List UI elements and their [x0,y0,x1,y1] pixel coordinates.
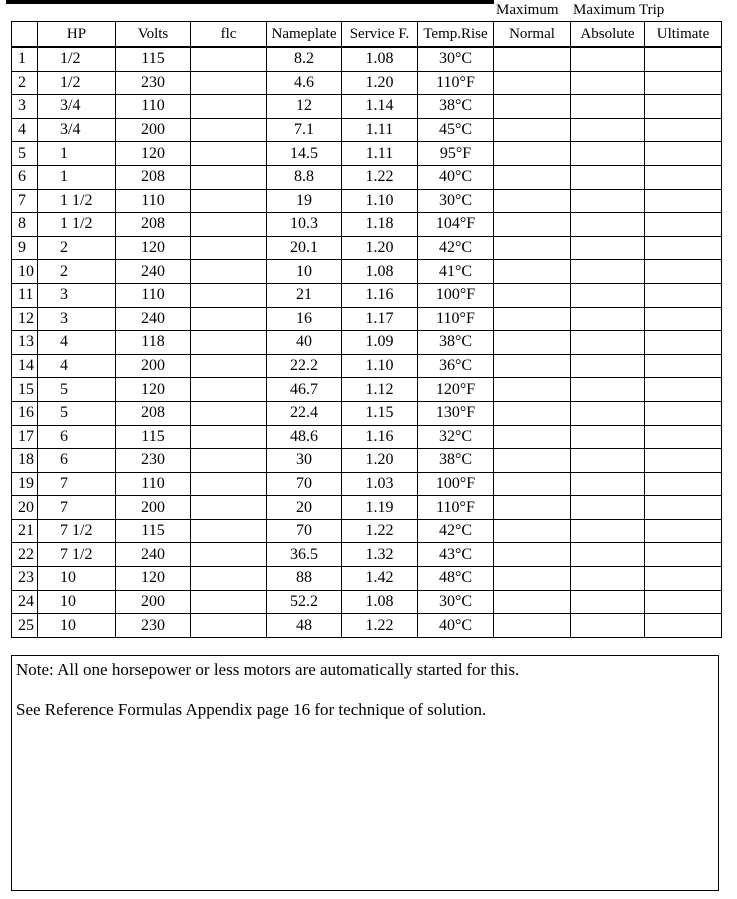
cell-volts: 110 [116,472,191,496]
cell-index: 23 [12,567,38,591]
cell-normal[interactable] [494,118,571,142]
cell-hp: 3/4 [38,95,116,119]
cell-hp: 1/2 [38,71,116,95]
cell-volts: 118 [116,331,191,355]
cell-hp: 10 [38,614,116,638]
cell-temp-rise: 40°C [418,165,494,189]
col-header-flc: flc [191,22,267,48]
table-row [12,307,722,331]
cell-temp-rise: 38°C [418,95,494,119]
cell-index: 24 [12,590,38,614]
table-row [12,165,722,189]
cell-volts: 240 [116,307,191,331]
cell-index: 13 [12,331,38,355]
table-row [12,354,722,378]
cell-nameplate: 21 [267,283,342,307]
cell-normal[interactable] [494,519,571,543]
cell-ultimate[interactable] [645,142,722,166]
cell-normal[interactable] [494,378,571,402]
cell-temp-rise: 30°C [418,47,494,71]
cell-absolute[interactable] [571,496,645,520]
cell-ultimate[interactable] [645,331,722,355]
cell-absolute[interactable] [571,71,645,95]
cell-nameplate: 70 [267,519,342,543]
note-line-1: Note: All one horsepower or less motors are automatically started for this. [16,660,520,679]
cell-flc[interactable] [191,307,267,331]
cell-service-factor: 1.14 [342,95,418,119]
cell-hp: 4 [38,331,116,355]
cell-ultimate[interactable] [645,378,722,402]
cell-service-factor: 1.08 [342,260,418,284]
cell-absolute[interactable] [571,236,645,260]
cell-index: 2 [12,71,38,95]
cell-ultimate[interactable] [645,614,722,638]
motor-data-table [11,21,722,638]
cell-index: 6 [12,165,38,189]
cell-index: 3 [12,95,38,119]
cell-normal[interactable] [494,472,571,496]
cell-absolute[interactable] [571,472,645,496]
cell-normal[interactable] [494,236,571,260]
cell-temp-rise: 38°C [418,449,494,473]
cell-temp-rise: 110°F [418,71,494,95]
cell-flc[interactable] [191,142,267,166]
table-row [12,449,722,473]
cell-nameplate: 30 [267,449,342,473]
cell-absolute[interactable] [571,142,645,166]
cell-nameplate: 8.8 [267,165,342,189]
cell-temp-rise: 104°F [418,213,494,237]
cell-nameplate: 48 [267,614,342,638]
cell-index: 5 [12,142,38,166]
cell-service-factor: 1.22 [342,519,418,543]
cell-flc[interactable] [191,614,267,638]
cell-normal[interactable] [494,614,571,638]
cell-normal[interactable] [494,496,571,520]
cell-index: 11 [12,283,38,307]
cell-flc[interactable] [191,354,267,378]
cell-hp: 3/4 [38,118,116,142]
cell-flc[interactable] [191,189,267,213]
cell-normal[interactable] [494,142,571,166]
cell-temp-rise: 41°C [418,260,494,284]
cell-normal[interactable] [494,165,571,189]
cell-normal[interactable] [494,47,571,71]
cell-ultimate[interactable] [645,47,722,71]
table-header-row [12,22,722,48]
col-header-normal: Normal [494,22,571,48]
cell-index: 16 [12,401,38,425]
cell-absolute[interactable] [571,425,645,449]
col-header-index [12,22,38,48]
cell-flc[interactable] [191,260,267,284]
cell-service-factor: 1.10 [342,354,418,378]
cell-hp: 2 [38,260,116,284]
cell-service-factor: 1.09 [342,331,418,355]
cell-volts: 208 [116,213,191,237]
table-row [12,378,722,402]
cell-nameplate: 46.7 [267,378,342,402]
cell-volts: 200 [116,118,191,142]
cell-flc[interactable] [191,590,267,614]
cell-ultimate[interactable] [645,472,722,496]
cell-absolute[interactable] [571,590,645,614]
cell-volts: 240 [116,543,191,567]
header-maximum-trip-label: Maximum Trip [573,2,665,18]
cell-hp: 6 [38,425,116,449]
cell-absolute[interactable] [571,567,645,591]
cell-hp: 4 [38,354,116,378]
cell-volts: 115 [116,519,191,543]
table-row [12,95,722,119]
cell-normal[interactable] [494,260,571,284]
cell-ultimate[interactable] [645,543,722,567]
cell-index: 9 [12,236,38,260]
cell-absolute[interactable] [571,260,645,284]
table-row [12,283,722,307]
cell-normal[interactable] [494,543,571,567]
cell-volts: 230 [116,71,191,95]
cell-index: 12 [12,307,38,331]
cell-absolute[interactable] [571,354,645,378]
cell-nameplate: 14.5 [267,142,342,166]
table-row [12,189,722,213]
cell-hp: 1 1/2 [38,213,116,237]
cell-service-factor: 1.32 [342,543,418,567]
cell-service-factor: 1.22 [342,165,418,189]
cell-nameplate: 8.2 [267,47,342,71]
cell-normal[interactable] [494,189,571,213]
cell-hp: 10 [38,567,116,591]
cell-nameplate: 20 [267,496,342,520]
cell-normal[interactable] [494,213,571,237]
cell-normal[interactable] [494,449,571,473]
table-row [12,567,722,591]
table-row [12,331,722,355]
cell-normal[interactable] [494,354,571,378]
cell-index: 22 [12,543,38,567]
cell-service-factor: 1.03 [342,472,418,496]
col-header-nameplate: Nameplate [267,22,342,48]
cell-flc[interactable] [191,165,267,189]
cell-ultimate[interactable] [645,590,722,614]
cell-ultimate[interactable] [645,189,722,213]
cell-absolute[interactable] [571,213,645,237]
table-row [12,519,722,543]
table-row [12,425,722,449]
note-line-2: See Reference Formulas Appendix page 16 for technique of solution. [16,700,487,719]
cell-ultimate[interactable] [645,118,722,142]
cell-volts: 110 [116,283,191,307]
cell-flc[interactable] [191,95,267,119]
cell-temp-rise: 130°F [418,401,494,425]
cell-temp-rise: 42°C [418,236,494,260]
cell-ultimate[interactable] [645,307,722,331]
cell-temp-rise: 95°F [418,142,494,166]
cell-ultimate[interactable] [645,425,722,449]
cell-temp-rise: 120°F [418,378,494,402]
cell-nameplate: 10.3 [267,213,342,237]
col-header-hp: HP [38,22,116,48]
cell-hp: 7 1/2 [38,543,116,567]
cell-temp-rise: 40°C [418,614,494,638]
cell-service-factor: 1.19 [342,496,418,520]
cell-service-factor: 1.18 [342,213,418,237]
cell-nameplate: 20.1 [267,236,342,260]
cell-flc[interactable] [191,71,267,95]
table-row [12,118,722,142]
cell-hp: 1 [38,165,116,189]
cell-temp-rise: 110°F [418,496,494,520]
cell-absolute[interactable] [571,283,645,307]
cell-normal[interactable] [494,425,571,449]
cell-service-factor: 1.11 [342,118,418,142]
cell-normal[interactable] [494,307,571,331]
cell-volts: 230 [116,449,191,473]
cell-absolute[interactable] [571,307,645,331]
cell-absolute[interactable] [571,118,645,142]
cell-absolute[interactable] [571,189,645,213]
cell-absolute[interactable] [571,449,645,473]
table-row [12,401,722,425]
cell-temp-rise: 42°C [418,519,494,543]
cell-absolute[interactable] [571,378,645,402]
cell-normal[interactable] [494,567,571,591]
cell-volts: 110 [116,95,191,119]
cell-nameplate: 52.2 [267,590,342,614]
cell-temp-rise: 30°C [418,189,494,213]
table-row [12,472,722,496]
cell-flc[interactable] [191,47,267,71]
table-row [12,47,722,71]
cell-volts: 120 [116,142,191,166]
cell-volts: 120 [116,567,191,591]
cell-service-factor: 1.17 [342,307,418,331]
cell-index: 25 [12,614,38,638]
cell-hp: 6 [38,449,116,473]
top-rule [6,0,494,4]
cell-nameplate: 22.4 [267,401,342,425]
cell-hp: 5 [38,401,116,425]
table-row [12,213,722,237]
cell-normal[interactable] [494,71,571,95]
cell-flc[interactable] [191,425,267,449]
cell-volts: 115 [116,47,191,71]
cell-temp-rise: 100°F [418,283,494,307]
cell-normal[interactable] [494,401,571,425]
cell-flc[interactable] [191,519,267,543]
cell-nameplate: 22.2 [267,354,342,378]
cell-temp-rise: 110°F [418,307,494,331]
cell-hp: 2 [38,236,116,260]
cell-absolute[interactable] [571,47,645,71]
cell-flc[interactable] [191,496,267,520]
cell-volts: 120 [116,378,191,402]
cell-volts: 240 [116,260,191,284]
cell-ultimate[interactable] [645,519,722,543]
cell-nameplate: 10 [267,260,342,284]
cell-ultimate[interactable] [645,213,722,237]
cell-nameplate: 16 [267,307,342,331]
cell-volts: 200 [116,354,191,378]
cell-absolute[interactable] [571,331,645,355]
cell-service-factor: 1.20 [342,236,418,260]
table-row [12,142,722,166]
cell-ultimate[interactable] [645,354,722,378]
cell-hp: 1 1/2 [38,189,116,213]
cell-absolute[interactable] [571,614,645,638]
cell-flc[interactable] [191,378,267,402]
cell-index: 7 [12,189,38,213]
cell-temp-rise: 30°C [418,590,494,614]
cell-nameplate: 4.6 [267,71,342,95]
cell-service-factor: 1.16 [342,283,418,307]
cell-index: 8 [12,213,38,237]
table-row [12,543,722,567]
cell-temp-rise: 45°C [418,118,494,142]
cell-hp: 3 [38,283,116,307]
cell-nameplate: 88 [267,567,342,591]
cell-service-factor: 1.22 [342,614,418,638]
cell-nameplate: 48.6 [267,425,342,449]
cell-hp: 7 [38,472,116,496]
cell-volts: 200 [116,590,191,614]
cell-ultimate[interactable] [645,236,722,260]
cell-index: 10 [12,260,38,284]
col-header-ultimate: Ultimate [645,22,722,48]
notes-box [11,655,719,891]
cell-nameplate: 12 [267,95,342,119]
cell-service-factor: 1.08 [342,590,418,614]
cell-nameplate: 19 [267,189,342,213]
cell-ultimate[interactable] [645,567,722,591]
cell-hp: 3 [38,307,116,331]
col-header-service-factor: Service F. [342,22,418,48]
col-header-volts: Volts [116,22,191,48]
cell-flc[interactable] [191,543,267,567]
cell-index: 15 [12,378,38,402]
cell-flc[interactable] [191,567,267,591]
table-row [12,236,722,260]
cell-hp: 7 [38,496,116,520]
cell-flc[interactable] [191,283,267,307]
cell-volts: 200 [116,496,191,520]
cell-service-factor: 1.08 [342,47,418,71]
cell-index: 21 [12,519,38,543]
cell-flc[interactable] [191,401,267,425]
cell-service-factor: 1.12 [342,378,418,402]
cell-ultimate[interactable] [645,260,722,284]
cell-index: 20 [12,496,38,520]
cell-service-factor: 1.15 [342,401,418,425]
cell-volts: 230 [116,614,191,638]
cell-hp: 7 1/2 [38,519,116,543]
cell-volts: 120 [116,236,191,260]
cell-hp: 10 [38,590,116,614]
cell-service-factor: 1.11 [342,142,418,166]
cell-index: 4 [12,118,38,142]
cell-nameplate: 40 [267,331,342,355]
header-maximum-label: Maximum [496,2,559,18]
cell-normal[interactable] [494,283,571,307]
col-header-absolute: Absolute [571,22,645,48]
cell-nameplate: 70 [267,472,342,496]
cell-absolute[interactable] [571,401,645,425]
cell-service-factor: 1.16 [342,425,418,449]
cell-index: 1 [12,47,38,71]
table-row [12,496,722,520]
cell-flc[interactable] [191,118,267,142]
cell-hp: 1/2 [38,47,116,71]
cell-index: 18 [12,449,38,473]
cell-temp-rise: 100°F [418,472,494,496]
cell-index: 17 [12,425,38,449]
cell-hp: 5 [38,378,116,402]
cell-volts: 115 [116,425,191,449]
cell-temp-rise: 43°C [418,543,494,567]
cell-hp: 1 [38,142,116,166]
cell-flc[interactable] [191,331,267,355]
table-row [12,71,722,95]
cell-ultimate[interactable] [645,95,722,119]
cell-normal[interactable] [494,590,571,614]
cell-absolute[interactable] [571,95,645,119]
cell-volts: 208 [116,401,191,425]
cell-index: 19 [12,472,38,496]
cell-temp-rise: 38°C [418,331,494,355]
cell-ultimate[interactable] [645,71,722,95]
cell-ultimate[interactable] [645,496,722,520]
cell-temp-rise: 32°C [418,425,494,449]
cell-volts: 208 [116,165,191,189]
cell-service-factor: 1.20 [342,449,418,473]
cell-flc[interactable] [191,213,267,237]
cell-normal[interactable] [494,331,571,355]
cell-ultimate[interactable] [645,283,722,307]
cell-index: 14 [12,354,38,378]
cell-absolute[interactable] [571,543,645,567]
cell-nameplate: 36.5 [267,543,342,567]
cell-service-factor: 1.42 [342,567,418,591]
cell-flc[interactable] [191,449,267,473]
cell-absolute[interactable] [571,519,645,543]
table-row [12,260,722,284]
table-row [12,590,722,614]
table-row [12,614,722,638]
cell-service-factor: 1.10 [342,189,418,213]
cell-service-factor: 1.20 [342,71,418,95]
cell-normal[interactable] [494,95,571,119]
cell-ultimate[interactable] [645,449,722,473]
col-header-temp-rise: Temp.Rise [418,22,494,48]
cell-nameplate: 7.1 [267,118,342,142]
cell-absolute[interactable] [571,165,645,189]
cell-ultimate[interactable] [645,401,722,425]
cell-temp-rise: 48°C [418,567,494,591]
cell-volts: 110 [116,189,191,213]
cell-flc[interactable] [191,236,267,260]
cell-temp-rise: 36°C [418,354,494,378]
cell-ultimate[interactable] [645,165,722,189]
cell-flc[interactable] [191,472,267,496]
